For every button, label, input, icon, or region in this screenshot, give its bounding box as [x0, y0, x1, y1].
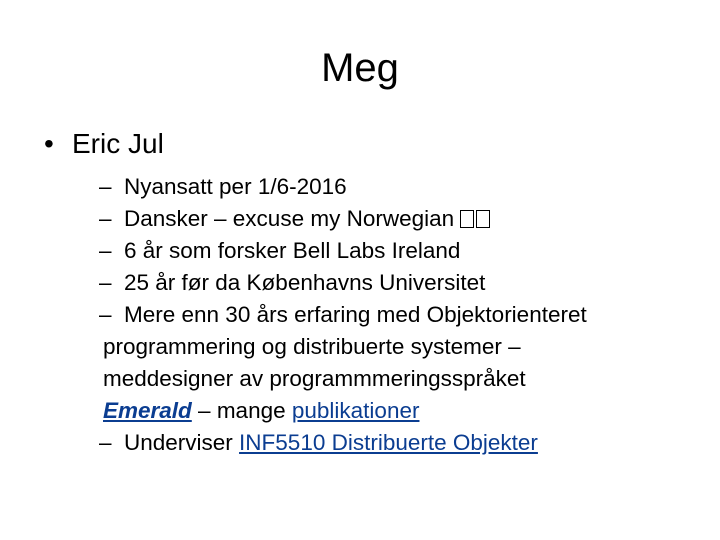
sub-bullet-text: 6 år som forsker Bell Labs Ireland	[124, 238, 461, 263]
sub-bullet-text: Underviser	[124, 430, 240, 455]
bullet-item	[44, 126, 164, 162]
sub-bullet-item	[99, 299, 699, 427]
sub-bullet-item	[99, 235, 699, 267]
bullet-marker: •	[44, 128, 54, 159]
sub-bullet-list	[99, 171, 699, 459]
bullet-text: Eric Jul	[72, 128, 164, 159]
slide-title: Meg	[321, 46, 399, 90]
sub-bullet-item	[99, 267, 699, 299]
missing-glyph-icon	[460, 210, 474, 228]
sub-bullet-text: Dansker – excuse my Norwegian	[124, 206, 461, 231]
sub-bullet-text: – mange	[191, 398, 292, 423]
sub-bullet-text: Nyansatt per 1/6-2016	[124, 174, 347, 199]
sub-bullet-text-line: programmering og distribuerte systemer –	[103, 334, 521, 359]
dash-marker: –	[99, 174, 112, 199]
publikationer-link[interactable]: publikationer	[291, 398, 420, 423]
sub-bullet-item	[99, 171, 699, 203]
sub-bullet-link-line	[103, 395, 699, 427]
missing-glyph-icon	[476, 210, 490, 228]
dash-marker: –	[99, 430, 112, 455]
sub-bullet-text: 25 år før da Københavns Universitet	[124, 270, 486, 295]
inf5510-link[interactable]: INF5510 Distribuerte Objekter	[239, 430, 538, 455]
dash-marker: –	[99, 302, 112, 327]
dash-marker: –	[99, 206, 112, 231]
sub-bullet-item	[99, 427, 699, 459]
dash-marker: –	[99, 270, 112, 295]
sub-bullet-text-line: meddesigner av programmmeringsspråket	[103, 366, 526, 391]
sub-bullet-item	[99, 203, 699, 235]
emerald-link[interactable]: Emerald	[103, 398, 192, 423]
dash-marker: –	[99, 238, 112, 263]
sub-bullet-text-line: Mere enn 30 års erfaring med Objektorienteret	[124, 302, 587, 327]
